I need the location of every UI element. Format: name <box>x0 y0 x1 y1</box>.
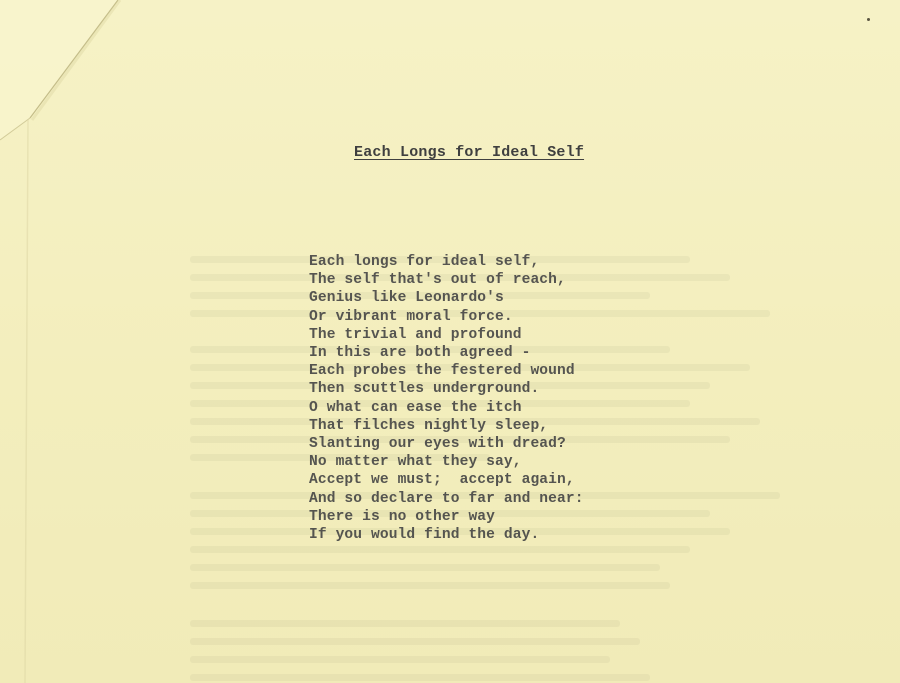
poem-title: Each Longs for Ideal Self <box>354 144 585 161</box>
poem-line: Each longs for ideal self, <box>309 254 540 270</box>
poem-line: Or vibrant moral force. <box>309 308 513 325</box>
paper-speck <box>867 18 870 21</box>
poem-body <box>309 253 584 544</box>
poem-line: No matter what they say, <box>309 454 522 471</box>
poem-line: Accept we must; accept again, <box>309 472 575 489</box>
poem-line: In this are both agreed - <box>309 345 531 362</box>
poem-line: Genius like Leonardo's <box>309 290 504 307</box>
poem-line: Slanting our eyes with dread? <box>309 436 566 453</box>
poem-line: Then scuttles underground. <box>309 381 540 398</box>
poem-line: If you would find the day. <box>309 527 540 544</box>
poem-line: And so declare to far and near: <box>309 490 584 507</box>
poem-line: The trivial and profound <box>309 326 522 343</box>
poem-line: Each probes the festered wound <box>309 363 575 380</box>
poem-line: There is no other way <box>309 508 496 525</box>
poem-line: That filches nightly sleep, <box>309 417 549 434</box>
poem-line: The self that's out of reach, <box>309 272 566 289</box>
poem-line: O what can ease the itch <box>309 399 522 416</box>
